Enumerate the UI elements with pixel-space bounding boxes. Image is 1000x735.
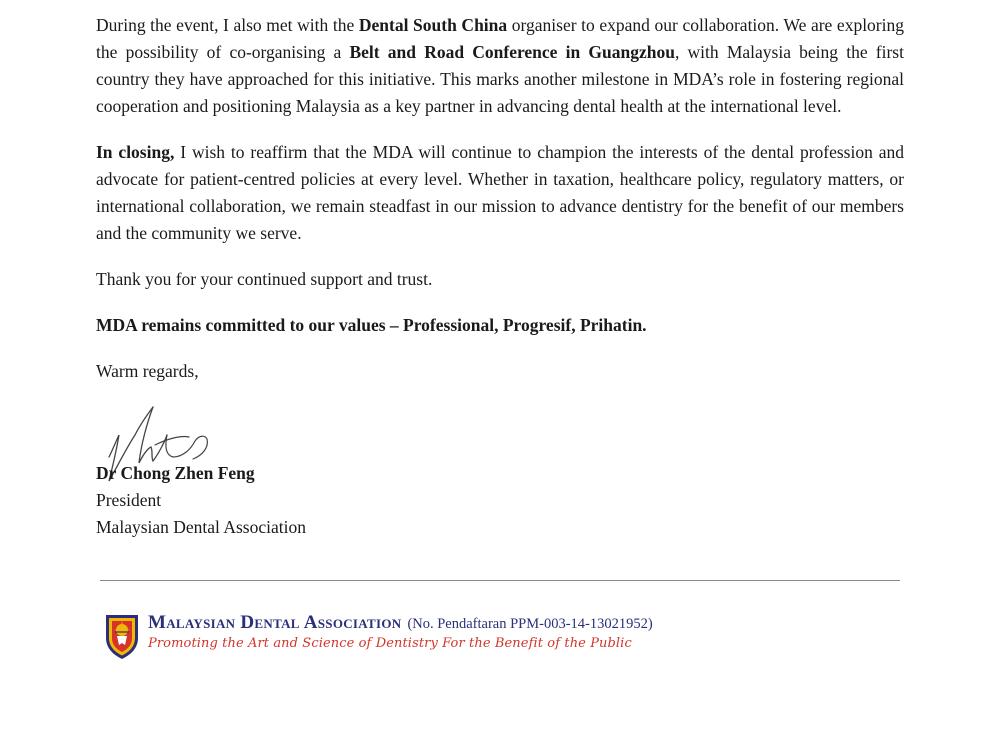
letter-body	[96, 12, 904, 385]
para1-text-1: During the event, I also met with the	[96, 15, 359, 35]
footer-org-name: Malaysian Dental Association	[148, 612, 402, 633]
signatory-name-text: Dr Chong Zhen Feng	[96, 463, 255, 483]
para1-bold-belt-and-road: Belt and Road Conference in Guangzhou	[349, 42, 675, 62]
para1-text-2: organiser to expand our collaboration. We are exploring the possibility of co-organising a	[96, 15, 904, 62]
letterhead-footer	[104, 612, 904, 662]
footer-registration-number: (No. Pendaftaran PPM-003-14-13021952)	[407, 616, 653, 632]
para2-bold-in-closing: In closing,	[96, 142, 175, 162]
closing-salutation: Warm regards,	[96, 361, 199, 381]
paragraph-collaboration	[96, 12, 904, 120]
signatory-name	[96, 460, 306, 487]
footer-tagline: Promoting the Art and Science of Dentistry For the Benefit of the Public	[148, 636, 632, 651]
mda-crest-icon	[104, 612, 140, 660]
thanks-line: Thank you for your continued support and trust.	[96, 269, 433, 289]
para2-text: I wish to reaffirm that the MDA will continue to champion the interests of the dental profession and advocate for patient-centred policies at every level. Whether in taxation, healthcare policy, regulatory matters, or international collaboration, we remain steadfast in our mission to advance dentistry for the benefit of our members and the community we serve.	[96, 142, 905, 243]
para1-bold-dental-south-china: Dental South China	[358, 15, 508, 35]
signature-block	[96, 460, 306, 541]
signatory-title: President	[96, 490, 162, 510]
values-line	[96, 312, 904, 339]
signatory-organisation: Malaysian Dental Association	[96, 517, 306, 537]
para1-text-3: , with Malaysia being the first country they have approached for this initiative. This marks another milestone in MDA’s role in fostering regional cooperation and positioning Malaysia as a key partner in advancing dental health at the international level.	[96, 42, 904, 116]
values-text: MDA remains committed to our values – Professional, Progresif, Prihatin.	[96, 315, 647, 335]
footer-divider	[100, 580, 900, 581]
footer-org-line	[148, 612, 653, 634]
paragraph-closing	[96, 139, 904, 247]
